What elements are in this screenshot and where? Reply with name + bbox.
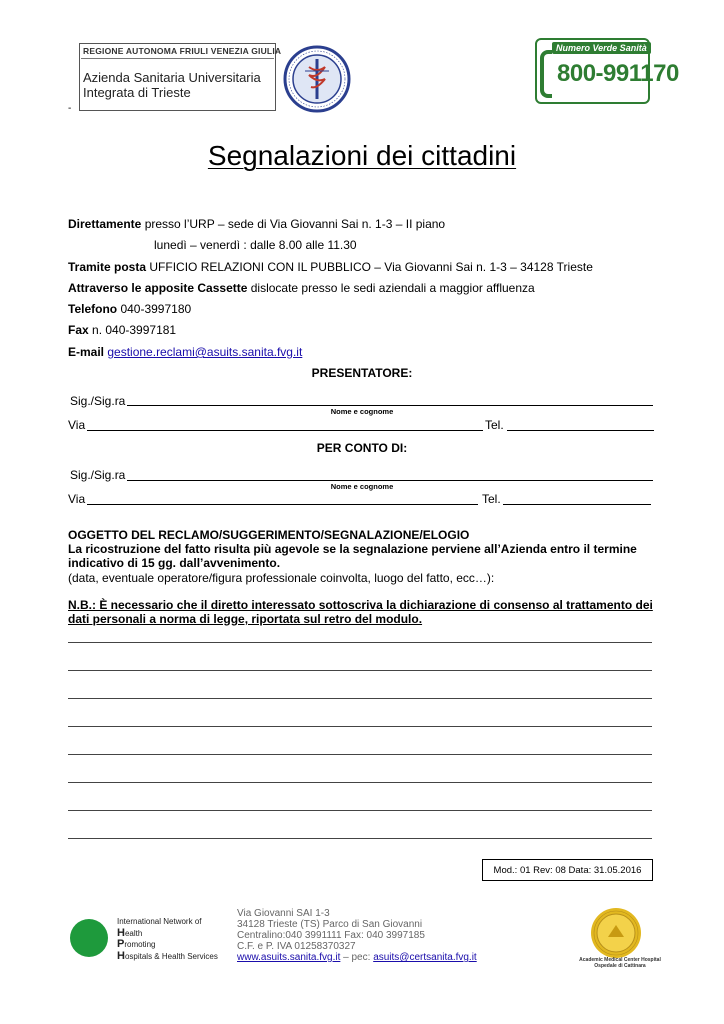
presentatore-sig-label: Sig./Sig.ra	[70, 394, 126, 408]
hph-logo-icon	[70, 919, 108, 957]
per-conto-tel-field[interactable]	[503, 504, 651, 505]
presentatore-name-field[interactable]	[127, 405, 653, 406]
footer-links: www.asuits.sanita.fvg.it – pec: asuits@certsanita.fvg.it	[237, 952, 477, 963]
description-line[interactable]	[68, 670, 652, 671]
description-line[interactable]	[68, 642, 652, 643]
phone-handset-icon	[540, 50, 552, 98]
numero-verde-label: Numero Verde Sanità	[552, 42, 651, 54]
description-line[interactable]	[68, 838, 652, 839]
region-label: REGIONE AUTONOMA FRIULI VENEZIA GIULIA	[83, 46, 282, 56]
per-conto-sig-label: Sig./Sig.ra	[70, 468, 126, 482]
presentatore-heading: PRESENTATORE:	[311, 366, 413, 380]
module-reference: Mod.: 01 Rev: 08 Data: 31.05.2016	[482, 859, 653, 881]
website-link[interactable]: www.asuits.sanita.fvg.it	[237, 952, 341, 963]
per-conto-via-field[interactable]	[87, 504, 478, 505]
page-title: Segnalazioni dei cittadini	[207, 140, 517, 171]
per-conto-name-hint: Nome e cognome	[330, 482, 394, 491]
description-line[interactable]	[68, 698, 652, 699]
description-line[interactable]	[68, 810, 652, 811]
hph-network-text: International Network of Health Promoting Hospitals & Health Services	[117, 917, 218, 962]
presentatore-tel-field[interactable]	[507, 430, 654, 431]
university-seal-icon	[283, 45, 351, 113]
email-link[interactable]: gestione.reclami@asuits.sanita.fvg.it	[107, 345, 303, 359]
presentatore-via-label: Via	[68, 418, 86, 432]
amc-label: Academic Medical Center Hospital Ospedale di Cattinara	[579, 957, 661, 969]
contact-fax: Fax n. 040-3997181	[68, 323, 177, 337]
contact-direttamente: Direttamente presso l’URP – sede di Via Giovanni Sai n. 1-3 – II piano	[68, 217, 446, 231]
presentatore-tel-label: Tel.	[485, 418, 504, 432]
footer-vat: C.F. e P. IVA 01258370327	[237, 941, 356, 952]
contact-email: E-mail gestione.reclami@asuits.sanita.fvg.it	[68, 345, 303, 359]
azienda-line-2: Integrata di Trieste	[83, 85, 191, 100]
oggetto-hint: (data, eventuale operatore/figura professionale coinvolta, luogo del fatto, ecc…):	[68, 571, 495, 585]
presentatore-via-field[interactable]	[87, 430, 483, 431]
contact-posta: Tramite posta UFFICIO RELAZIONI CON IL PUBBLICO – Via Giovanni Sai n. 1-3 – 34128 Trieste	[68, 260, 593, 274]
footer-address-2: 34128 Trieste (TS) Parco di San Giovanni	[237, 919, 423, 930]
oggetto-note: La ricostruzione del fatto risulta più agevole se la segnalazione perviene all’Azienda entro il termine indicativo di 15 gg. dall’avvenimento.	[68, 542, 637, 570]
per-conto-via-label: Via	[68, 492, 86, 506]
contact-orari: lunedì – venerdì : dalle 8.00 alle 11.30	[154, 238, 357, 252]
azienda-name	[83, 70, 261, 100]
description-line[interactable]	[68, 754, 652, 755]
accreditation-seal-icon	[590, 907, 642, 959]
presentatore-name-hint: Nome e cognome	[330, 407, 394, 416]
description-line[interactable]	[68, 726, 652, 727]
contact-cassette: Attraverso le apposite Cassette dislocate presso le sedi aziendali a maggior affluenza	[68, 281, 535, 295]
description-line[interactable]	[68, 782, 652, 783]
header-divider	[81, 58, 274, 59]
footer-phone: Centralino:040 3991111 Fax: 040 3997185	[237, 930, 425, 941]
contact-telefono: Telefono 040-3997180	[68, 302, 192, 316]
nb-consent-note: N.B.: È necessario che il diretto interessato sottoscriva la dichiarazione di consenso al trattamento dei dati personali a norma di legge, riportata sul retro del modulo.	[68, 598, 653, 626]
per-conto-tel-label: Tel.	[482, 492, 501, 506]
footer-address-1: Via Giovanni SAI 1-3	[237, 908, 330, 919]
header-dash: -	[68, 103, 72, 114]
azienda-line-1: Azienda Sanitaria Universitaria	[83, 70, 261, 85]
oggetto-heading: OGGETTO DEL RECLAMO/SUGGERIMENTO/SEGNALAZIONE/ELOGIO	[68, 528, 470, 542]
per-conto-heading: PER CONTO DI:	[316, 441, 408, 455]
numero-verde-number: 800-991170	[557, 60, 679, 87]
pec-link[interactable]: asuits@certsanita.fvg.it	[373, 952, 477, 963]
per-conto-name-field[interactable]	[127, 480, 653, 481]
